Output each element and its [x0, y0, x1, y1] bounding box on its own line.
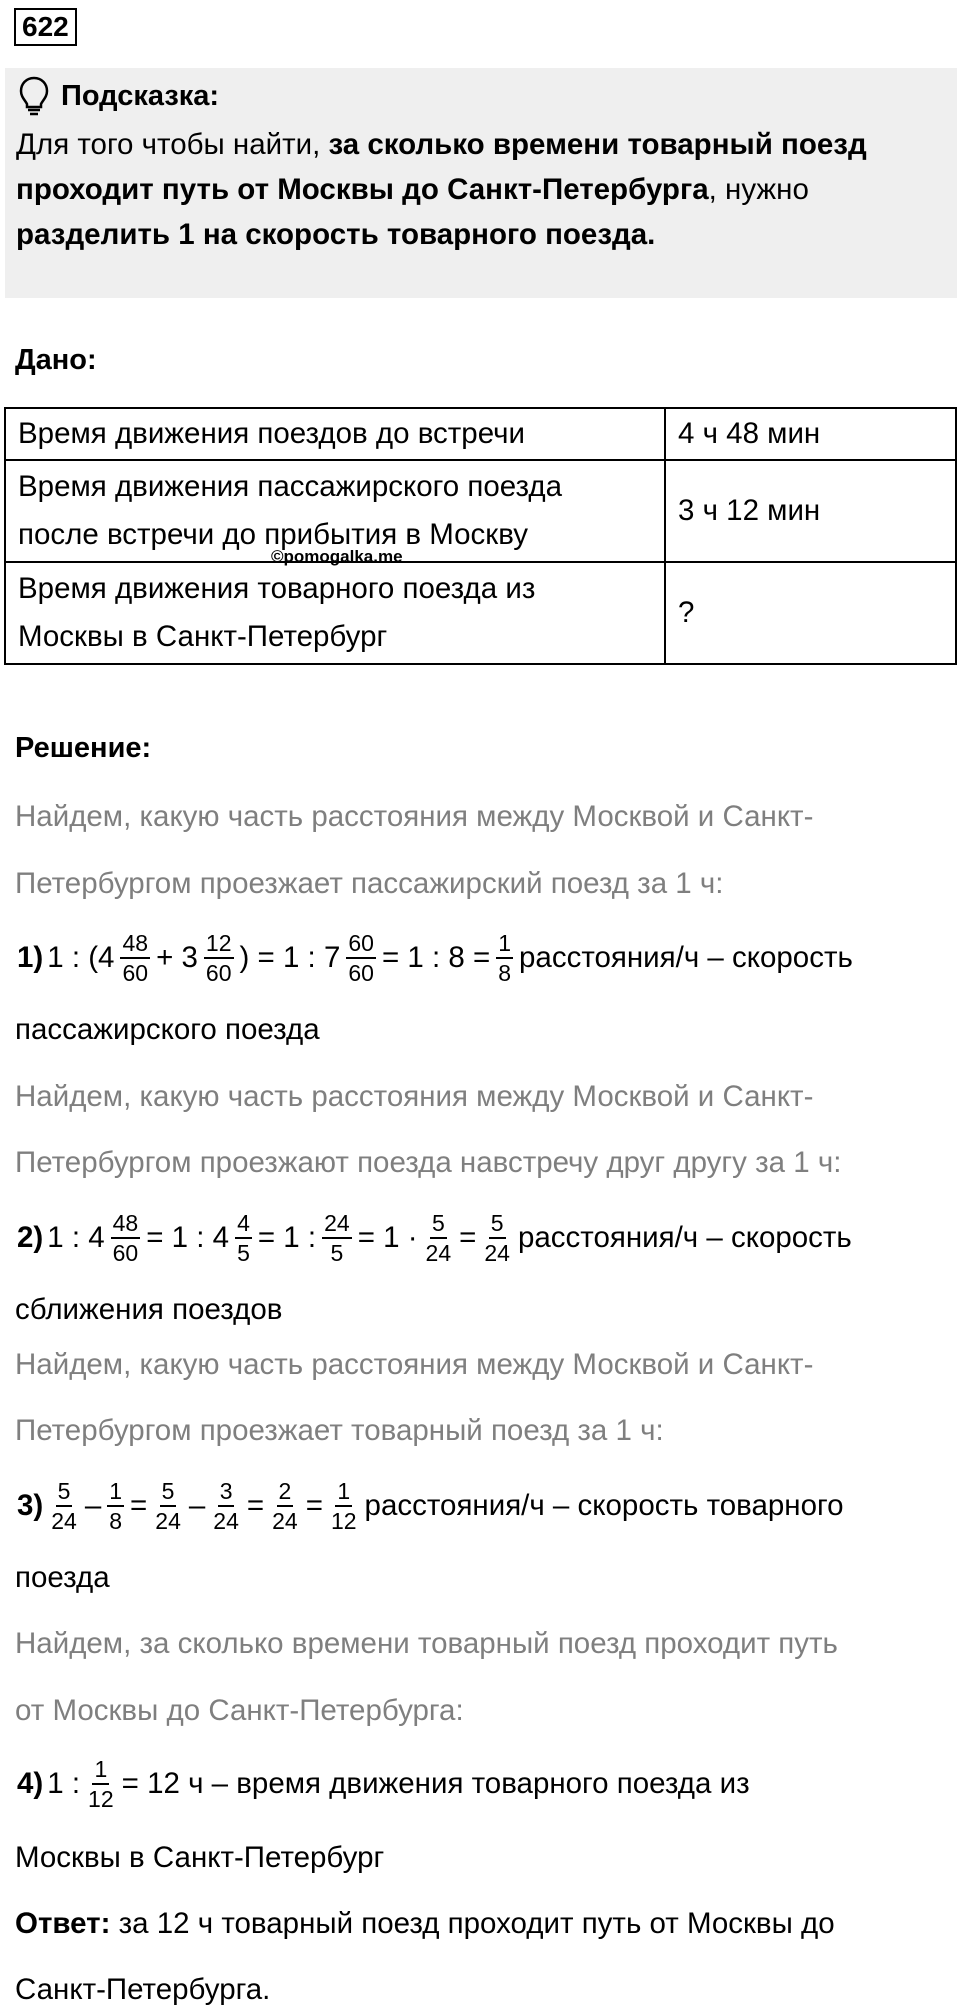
- hint-title-text: Подсказка:: [61, 79, 220, 112]
- eq-text: + 3: [156, 941, 198, 974]
- fraction: [49, 1477, 79, 1535]
- eq-text: = 1 :: [257, 1221, 317, 1254]
- hint-text-2: за сколько времени товарный поезд: [328, 128, 867, 161]
- numerator: 48: [120, 929, 150, 959]
- table-row: [5, 562, 956, 664]
- answer-text-1: за 12 ч товарный поезд проходит путь от Москвы до: [110, 1907, 835, 1940]
- step-number: 4): [17, 1767, 44, 1800]
- step1-intro-1: Найдем, какую часть расстояния между Москвой и Санкт-: [15, 800, 814, 833]
- denominator: 24: [272, 1508, 298, 1534]
- eq-text: 1 :: [47, 1767, 81, 1800]
- cell-line: Москвы в Санкт-Петербург: [18, 620, 388, 653]
- answer-line-2: Санкт-Петербурга.: [15, 1973, 271, 2006]
- given-table: [4, 407, 957, 665]
- denominator: 12: [88, 1786, 114, 1812]
- table-row: [5, 460, 956, 562]
- numerator: 4: [235, 1209, 252, 1239]
- step-number: 2): [17, 1221, 44, 1254]
- numerator: 1: [335, 1477, 352, 1507]
- denominator: 24: [213, 1508, 239, 1534]
- eq-text: = 1 ·: [357, 1221, 418, 1254]
- step3-intro-1: Найдем, какую часть расстояния между Москвой и Санкт-: [15, 1348, 814, 1381]
- denominator: 8: [109, 1508, 123, 1534]
- step3-tail: поезда: [15, 1561, 110, 1594]
- hint-text-3: проходит путь от Москвы до Санкт-Петербурга: [16, 173, 709, 206]
- denominator: 60: [112, 1240, 139, 1266]
- table-cell: 4 ч 48 мин: [665, 408, 956, 460]
- given-label: Дано:: [15, 344, 97, 376]
- eq-text: 1 : 4: [47, 1221, 105, 1254]
- step-number: 3): [17, 1489, 44, 1522]
- denominator: 5: [330, 1240, 344, 1266]
- hint-text: [16, 122, 951, 257]
- cell-line: Время движения товарного поезда из: [18, 572, 536, 605]
- table-cell: [5, 562, 665, 664]
- step1-tail: пассажирского поезда: [15, 1013, 320, 1046]
- lightbulb-icon: [19, 76, 49, 116]
- step4-intro-1: Найдем, за сколько времени товарный поезд проходит путь: [15, 1627, 838, 1660]
- numerator: 1: [92, 1755, 109, 1785]
- denominator: 12: [330, 1508, 357, 1534]
- numerator: 60: [346, 929, 376, 959]
- numerator: 5: [56, 1477, 73, 1507]
- denominator: 24: [155, 1508, 181, 1534]
- answer-line-1: [15, 1902, 835, 1946]
- step1-equation: [15, 916, 855, 1000]
- fraction: [270, 1477, 300, 1535]
- numerator: 2: [277, 1477, 294, 1507]
- numerator: 5: [160, 1477, 177, 1507]
- numerator: 1: [107, 1477, 124, 1507]
- table-cell: Время движения поездов до встречи: [5, 408, 665, 460]
- step1-intro-2: Петербургом проезжает пассажирский поезд за 1 ч:: [15, 867, 724, 900]
- table-cell: 3 ч 12 мин: [665, 460, 956, 562]
- cell-line: Время движения пассажирского поезда: [18, 470, 563, 503]
- denominator: 24: [51, 1508, 77, 1534]
- fraction: [496, 929, 513, 987]
- eq-text: =: [246, 1489, 265, 1522]
- eq-text: = 1 : 4: [146, 1221, 230, 1254]
- step-number: 1): [17, 941, 44, 974]
- fraction: [111, 1209, 141, 1267]
- numerator: 5: [489, 1209, 506, 1239]
- hint-title: [19, 76, 219, 116]
- hint-text-5: разделить 1 на скорость товарного поезда.: [16, 218, 656, 251]
- eq-text: расстояния/ч – скорость: [517, 1221, 852, 1254]
- solution-label: Решение:: [15, 732, 152, 764]
- task-number: 622: [14, 8, 77, 46]
- eq-text: расстояния/ч – скорость товарного: [364, 1489, 844, 1522]
- eq-text: =: [130, 1489, 148, 1522]
- denominator: 5: [237, 1240, 250, 1266]
- step2-equation: [15, 1196, 854, 1280]
- eq-text: расстояния/ч – скорость: [519, 941, 853, 974]
- fraction: [86, 1755, 116, 1813]
- fraction: [322, 1209, 352, 1267]
- numerator: 1: [496, 929, 513, 959]
- fraction: [424, 1209, 454, 1267]
- table-row: [5, 408, 956, 460]
- denominator: 60: [122, 960, 149, 986]
- eq-text: =: [459, 1221, 477, 1254]
- fraction: [107, 1477, 124, 1535]
- watermark: ©pomogalka.me: [271, 547, 403, 566]
- fraction: [346, 929, 376, 987]
- numerator: 24: [322, 1209, 352, 1239]
- hint-text-4: , нужно: [708, 173, 809, 206]
- eq-text: =: [305, 1489, 323, 1522]
- step4-equation: [15, 1742, 752, 1826]
- step2-intro-2: Петербургом проезжают поезда навстречу друг другу за 1 ч:: [15, 1146, 842, 1179]
- step4-tail: Москвы в Санкт-Петербург: [15, 1841, 385, 1874]
- numerator: 3: [218, 1477, 235, 1507]
- fraction: [153, 1477, 183, 1535]
- numerator: 5: [430, 1209, 447, 1239]
- fraction: [329, 1477, 359, 1535]
- denominator: 24: [484, 1240, 510, 1266]
- eq-text: 1 : (4: [47, 941, 115, 974]
- fraction: [482, 1209, 512, 1267]
- table-cell: ?: [665, 562, 956, 664]
- denominator: 60: [205, 960, 232, 986]
- eq-text: = 12 ч – время движения товарного поезда из: [121, 1767, 750, 1800]
- hint-box: [5, 68, 957, 298]
- step4-intro-2: от Москвы до Санкт-Петербурга:: [15, 1694, 464, 1727]
- cell-line: после встречи до прибытия в Москву: [18, 518, 528, 551]
- numerator: 48: [111, 1209, 141, 1239]
- denominator: 8: [498, 960, 511, 986]
- step3-equation: [15, 1464, 846, 1548]
- eq-text: –: [84, 1489, 102, 1522]
- answer-label: Ответ:: [15, 1907, 111, 1940]
- eq-text: ) = 1 : 7: [239, 941, 341, 974]
- numerator: 12: [204, 929, 234, 959]
- fraction: [120, 929, 150, 987]
- fraction: [211, 1477, 241, 1535]
- eq-text: = 1 : 8 =: [381, 941, 491, 974]
- denominator: 24: [425, 1240, 452, 1266]
- hint-text-1: Для того чтобы найти,: [16, 128, 329, 161]
- denominator: 60: [348, 960, 374, 986]
- step3-intro-2: Петербургом проезжает товарный поезд за 1 ч:: [15, 1414, 664, 1447]
- fraction: [235, 1209, 252, 1267]
- eq-text: –: [188, 1489, 206, 1522]
- step2-intro-1: Найдем, какую часть расстояния между Москвой и Санкт-: [15, 1080, 814, 1113]
- fraction: [204, 929, 234, 987]
- step2-tail: сближения поездов: [15, 1293, 283, 1326]
